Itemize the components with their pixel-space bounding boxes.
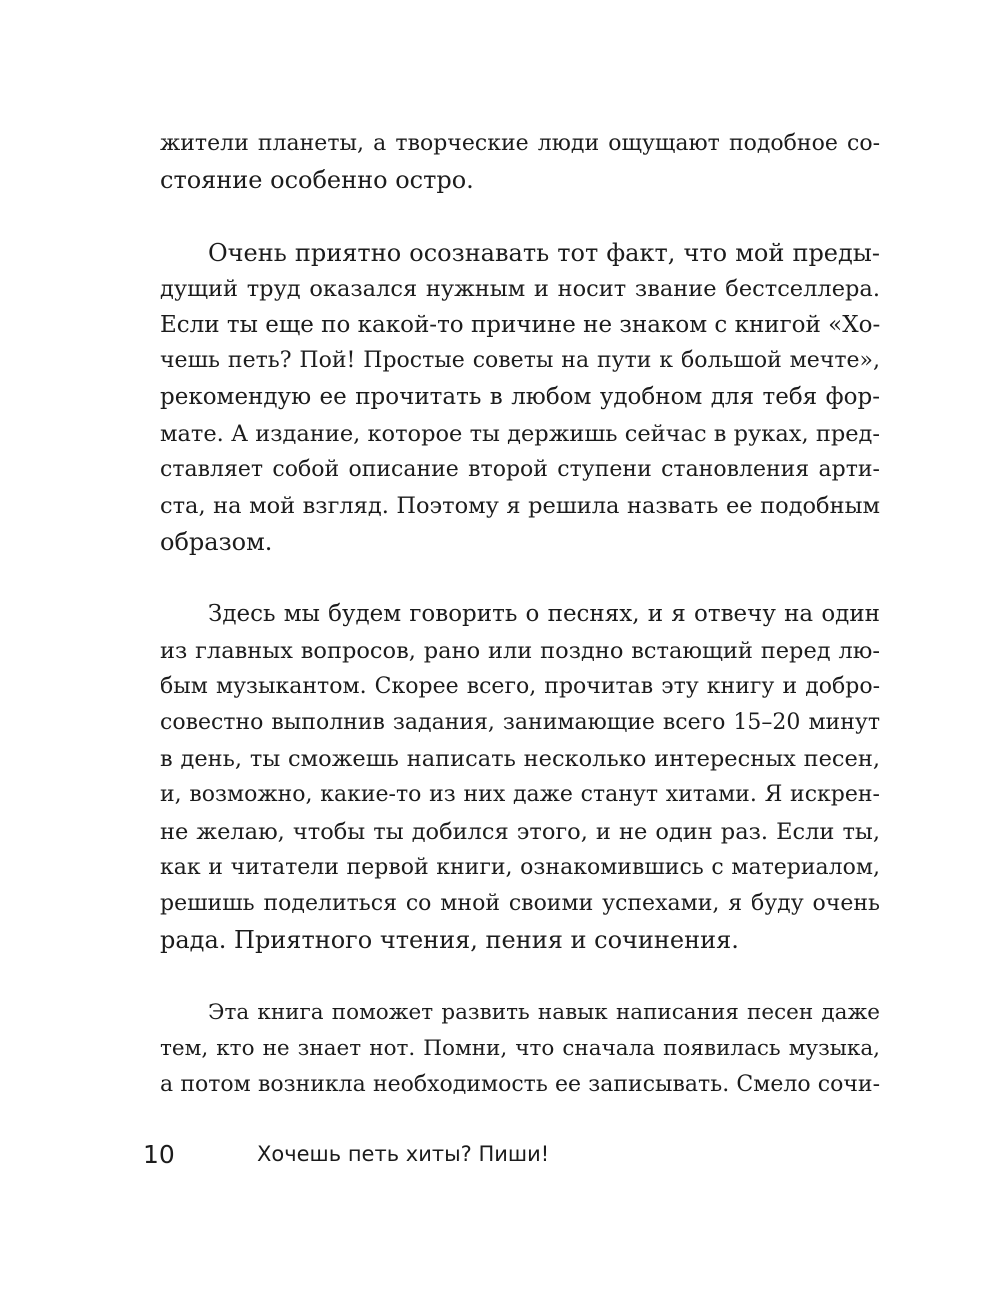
text-line: жители планеты, а творческие люди ощущают подобное со- — [160, 131, 880, 156]
running-title: Хочешь петь хиты? Пиши! — [257, 1142, 550, 1166]
text-line: не желаю, чтобы ты добился этого, и не один раз. Если ты, — [160, 818, 880, 845]
text-line: и, возможно, какие-то из них даже станут хитами. Я искрен- — [160, 782, 880, 808]
text-line: мате. А издание, которое ты держишь сейчас в руках, пред- — [160, 420, 880, 447]
text-line: ста, на мой взгляд. Поэтому я решила назвать ее подобным — [160, 492, 880, 519]
paragraph-gap — [160, 560, 880, 596]
text-line: Если ты еще по какой-то причине не знаком с книгой «Хо- — [160, 311, 881, 338]
text-line: решишь поделиться со мной своими успехами, я буду очень — [160, 890, 880, 916]
text-line: совестно выполнив задания, занимающие всего 15–20 минут — [160, 710, 880, 735]
text-line: чешь петь? Пой! Простые советы на пути к большой мечте», — [160, 348, 880, 374]
page-footer — [143, 1136, 549, 1172]
paragraph-gap — [160, 958, 880, 994]
text-line: ставляет собой описание второй ступени становления арти- — [160, 456, 880, 482]
text-line: стояние особенно остро. — [160, 166, 474, 195]
text-line: а потом возникла необходимость ее записывать. Смело сочи- — [160, 1071, 880, 1097]
text-line: тем, кто не знает нот. Помни, что сначала появилась музыка, — [160, 1035, 880, 1061]
text-line: рекомендую ее прочитать в любом удобном для тебя фор- — [160, 384, 880, 411]
page-number: 10 — [143, 1139, 175, 1169]
text-line: рада. Приятного чтения, пения и сочинения. — [160, 926, 739, 955]
text-line: образом. — [160, 528, 273, 557]
paragraph-gap — [160, 198, 880, 234]
text-line: как и читатели первой книги, ознакомившись с материалом, — [160, 854, 880, 880]
text-line: Эта книга поможет развить навык написания песен даже — [208, 999, 880, 1025]
text-line: дущий труд оказался нужным и носит звание бестселлера. — [160, 275, 880, 302]
text-line: Очень приятно осознавать тот факт, что мой преды- — [208, 238, 880, 267]
body-text — [160, 126, 880, 1103]
text-line: из главных вопросов, рано или поздно встающий перед лю- — [160, 637, 880, 664]
text-line: Здесь мы будем говорить о песнях, и я отвечу на один — [208, 601, 880, 628]
text-line: бым музыкантом. Скорее всего, прочитав эту книгу и добро- — [160, 673, 880, 699]
text-line: в день, ты сможешь написать несколько интересных песен, — [160, 746, 880, 773]
